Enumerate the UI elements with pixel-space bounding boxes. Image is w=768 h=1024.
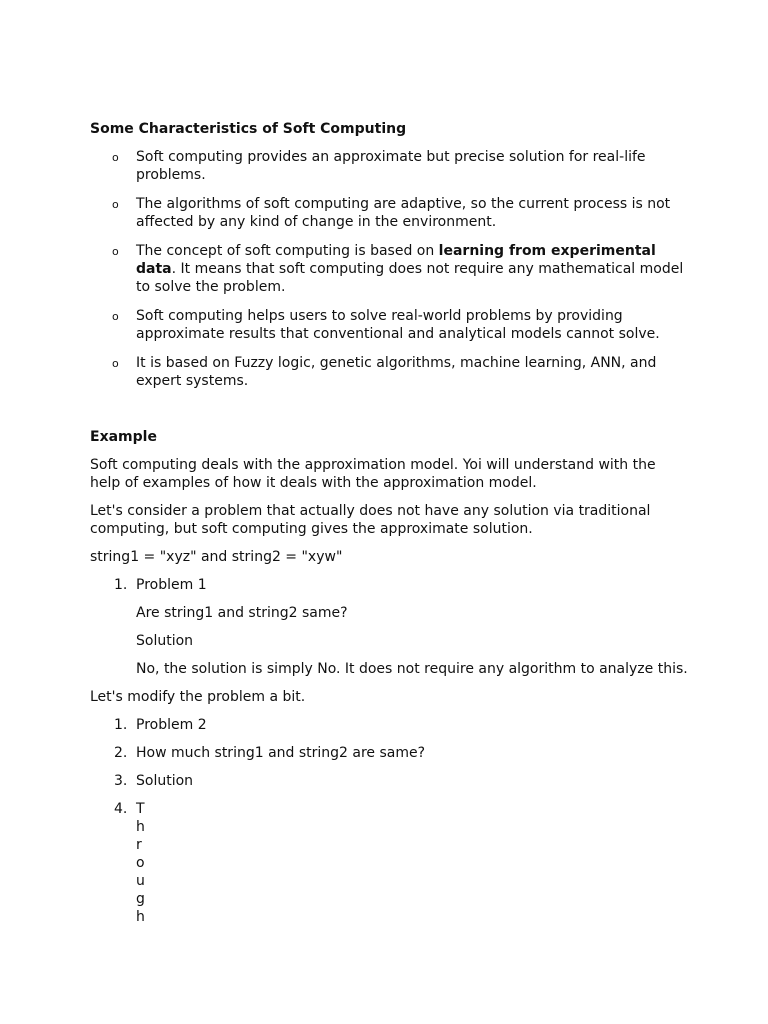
example-title: Example — [90, 429, 157, 445]
list-item — [90, 307, 690, 343]
list-item-text: How much string1 and string2 are same? — [136, 745, 426, 761]
list-item — [90, 772, 690, 790]
list-item-text: Solution — [136, 773, 194, 789]
bullet-icon: o — [112, 357, 119, 370]
characteristics-list — [90, 148, 690, 390]
list-item — [90, 148, 690, 184]
list-number: 4. — [114, 801, 128, 817]
list-number: 1. — [114, 577, 128, 593]
list-number: 3. — [114, 773, 128, 789]
problem1-label: Problem 1 — [136, 577, 207, 593]
strings-definition: string1 = "xyz" and string2 = "xyw" — [90, 549, 343, 565]
list-item — [90, 242, 690, 296]
problem2-list — [90, 716, 690, 926]
list-item-text: Problem 2 — [136, 717, 207, 733]
list-item-text: It is based on Fuzzy logic, genetic algorithms, machine learning, ANN, and expert systems. — [136, 355, 657, 389]
list-item — [90, 195, 690, 231]
list-number: 1. — [114, 717, 128, 733]
list-item — [90, 716, 690, 734]
bullet-icon: o — [112, 151, 119, 164]
list-number: 2. — [114, 745, 128, 761]
list-item-text: The algorithms of soft computing are adaptive, so the current process is not affected by any kind of change in the environment. — [136, 196, 671, 230]
list-item-text: Soft computing helps users to solve real-world problems by providing approximate results that conventional and analytical models cannot solve. — [136, 308, 660, 342]
problem1-list — [90, 576, 690, 594]
example-paragraph-1: Soft computing deals with the approximation model. Yoi will understand with the help of examples of how it deals with the approximation model. — [90, 457, 656, 491]
problem1-answer: No, the solution is simply No. It does not require any algorithm to analyze this. — [136, 661, 688, 677]
document-page — [90, 120, 690, 936]
problem1-question: Are string1 and string2 same? — [136, 605, 348, 621]
bullet-icon: o — [112, 310, 119, 323]
list-item — [90, 744, 690, 762]
list-item-text: Soft computing provides an approximate but precise solution for real-life problems. — [136, 149, 646, 183]
list-item-text-vertical: Through — [136, 801, 145, 925]
problem1-solution-label: Solution — [136, 633, 194, 649]
list-item — [90, 354, 690, 390]
bullet-icon: o — [112, 245, 119, 258]
emphasized-text: learning from experimental data — [136, 243, 656, 277]
modify-line: Let's modify the problem a bit. — [90, 689, 306, 705]
example-paragraph-2: Let's consider a problem that actually does not have any solution via traditional computing, but soft computing gives the approximate solution. — [90, 503, 651, 537]
list-item-text-cont: . It means that soft computing does not require any mathematical model to solve the problem. — [136, 261, 684, 295]
section-title: Some Characteristics of Soft Computing — [90, 121, 407, 137]
list-item — [90, 800, 690, 926]
list-item — [90, 576, 690, 594]
bullet-icon: o — [112, 198, 119, 211]
list-item-text: The concept of soft computing is based on — [136, 243, 439, 259]
